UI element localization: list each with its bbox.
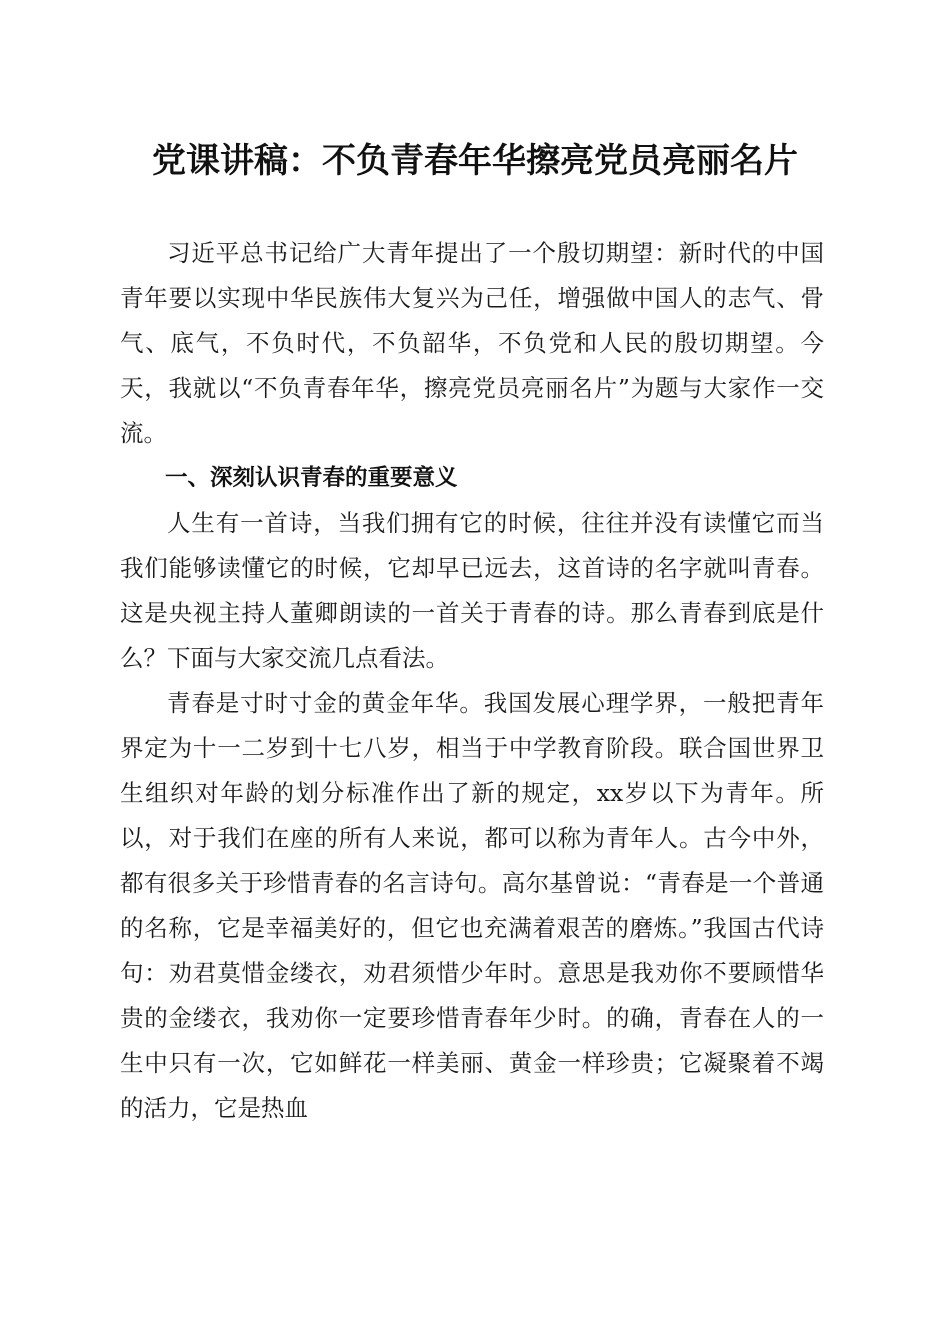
document-body <box>120 231 824 1131</box>
document-title: 党课讲稿：不负青春年华擦亮党员亮丽名片 <box>152 141 798 181</box>
intro-paragraph: 习近平总书记给广大青年提出了一个殷切期望：新时代的中国青年要以实现中华民族伟大复兴为己任，增强做中国人的志气、骨气、底气，不负时代，不负韶华，不负党和人民的殷切期望。今天，我就以“不负青春年华，擦亮党员亮丽名片”为题与大家作一交流。 <box>120 239 824 447</box>
body-paragraph: 人生有一首诗，当我们拥有它的时候，往往并没有读懂它而当我们能够读懂它的时候，它却早已远去，这首诗的名字就叫青春。这是央视主持人董卿朗读的一首关于青春的诗。那么青春到底是什么？下面与大家交流几点看法。 <box>120 509 824 672</box>
section-heading: 一、深刻认识青春的重要意义 <box>165 465 458 491</box>
body-paragraph: 青春是寸时寸金的黄金年华。我国发展心理学界，一般把青年界定为十一二岁到十七八岁，相当于中学教育阶段。联合国世界卫生组织对年龄的划分标准作出了新的规定，xx岁以下为青年。所以，对于我们在座的所有人来说，都可以称为青年人。古今中外，都有很多关于珍惜青春的名言诗句。高尔基曾说：“青春是一个普通的名称，它是幸福美好的，但它也充满着艰苦的磨炼。”我国古代诗句：劝君莫惜金缕衣，劝君须惜少年时。意思是我劝你不要顾惜华贵的金缕衣，我劝你一定要珍惜青春年少时。的确，青春在人的一生中只有一次，它如鲜花一样美丽、黄金一样珍贵；它凝聚着不竭的活力，它是热血 <box>120 689 824 1122</box>
